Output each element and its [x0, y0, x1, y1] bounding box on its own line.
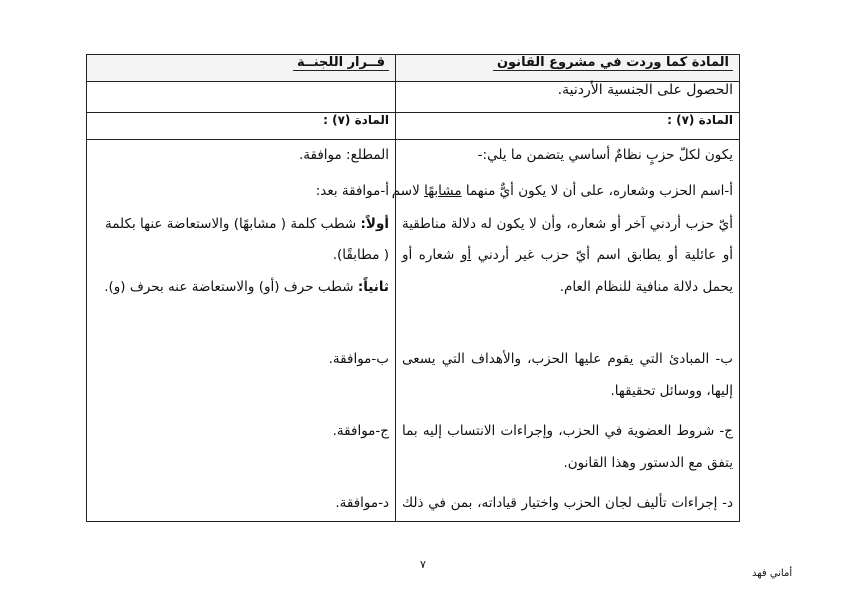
page-number: ٧ [420, 558, 426, 571]
committee-intro: المطلع: موافقة. [298, 147, 389, 163]
law-column [391, 140, 740, 522]
committee-column [87, 140, 396, 522]
committee-a-head: أ-موافقة بعد: [315, 183, 389, 199]
law-a-line1 [391, 183, 733, 199]
article-row [87, 113, 740, 140]
law-article-header [396, 55, 740, 82]
first-text: شطب كلمة ( مشابهًا) والاستعاضة عنها بكلمة [105, 216, 361, 232]
law-a-line3-post: شعاره أو [402, 247, 461, 263]
subject-row [87, 82, 740, 113]
law-c-line2: يتفق مع الدستور وهذا القانون. [563, 455, 733, 471]
law-a-line1-pre: أ-اسم الحزب وشعاره، على أن لا يكون أيٌّ منهما [461, 183, 733, 199]
law-a-line3-underlined: أو [460, 247, 472, 263]
table-header-row [87, 55, 740, 82]
body-row [87, 140, 740, 522]
comparison-table [86, 54, 740, 522]
second-text: شطب حرف (أو) والاستعاضة عنه بحرف (و). [104, 279, 358, 295]
law-a-line1-underlined: مشابهًا [424, 183, 462, 199]
law-a-line2: أيّ حزب أردني آخر أو شعاره، وأن لا يكون له دلالة مناطقية [402, 216, 733, 232]
committee-c: ج-موافقة. [332, 423, 389, 439]
committee-decision-header-text: قــرار اللجنــة [293, 55, 389, 71]
committee-d: د-موافقة. [335, 495, 389, 511]
committee-b: ب-موافقة. [328, 351, 389, 367]
article-right-cell: المادة (٧) : [396, 113, 740, 140]
law-intro: يكون لكلّ حزبٍ نظامٌ أساسي يتضمن ما يلي:- [477, 147, 733, 163]
signature-note: أماني فهد [752, 568, 793, 579]
law-a-line4: يحمل دلالة منافية للنظام العام. [559, 279, 733, 295]
committee-second-line [93, 279, 389, 295]
subject-left-cell [87, 82, 396, 113]
law-b-line2: إليها، ووسائل تحقيقها. [610, 383, 733, 399]
first-label: أولاً: [360, 216, 389, 232]
article-left-cell: المادة (٧) : [87, 113, 396, 140]
law-article-header-text: المادة كما وردت في مشروع القانون [493, 55, 733, 71]
law-a-line3 [402, 247, 733, 263]
committee-first-line [93, 216, 389, 232]
second-label: ثانياً: [357, 279, 389, 295]
committee-decision-header [87, 55, 396, 82]
subject-right-cell: الحصول على الجنسية الأردنية. [396, 82, 740, 113]
law-b-line1: ب- المبادئ التي يقوم عليها الحزب، والأهداف التي يسعى [402, 351, 733, 367]
law-d-line1: د- إجراءات تأليف لجان الحزب واختيار قياداته، بمن في ذلك [402, 495, 733, 511]
law-c-line1: ج- شروط العضوية في الحزب، وإجراءات الانتساب إليه بما [402, 423, 733, 439]
committee-first-cont: ( مطابقًا). [332, 247, 389, 263]
law-a-line3-pre: أو عائلية أو يطابق اسم أيّ حزب غير أردني [471, 247, 733, 263]
law-a-line1-post: لاسم [391, 183, 425, 199]
